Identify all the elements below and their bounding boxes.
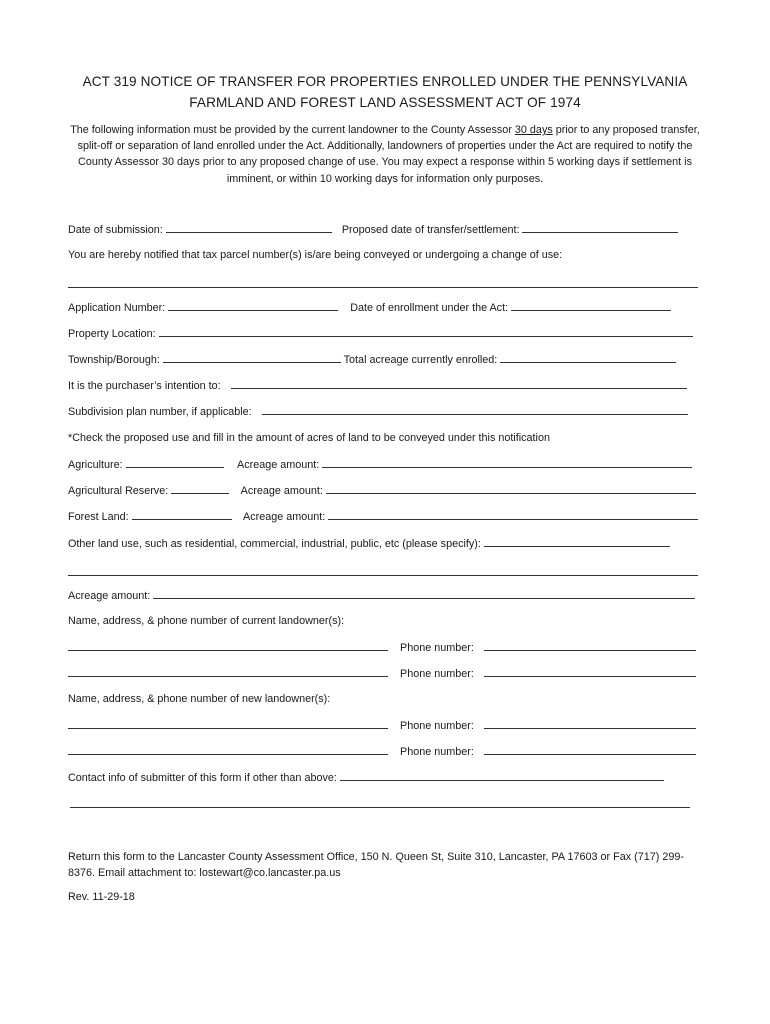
application-number-field[interactable]: [168, 300, 338, 311]
property-location-label: Property Location:: [68, 328, 156, 340]
acreage-amount-field[interactable]: [153, 588, 695, 599]
row-new-owner-2: [68, 744, 696, 759]
contact-info-continuation-field[interactable]: [70, 806, 690, 808]
current-owner-2-field[interactable]: [68, 666, 388, 677]
notified-label: You are hereby notified that tax parcel number(s) is/are being conveyed or undergoing a change of use:: [68, 249, 563, 261]
new-owner-1-field[interactable]: [68, 718, 388, 729]
row-new-owner-1: [68, 718, 696, 733]
forest-land-label: Forest Land:: [68, 511, 129, 523]
current-owner-1-phone-label: Phone number:: [400, 642, 474, 654]
forest-land-check-field[interactable]: [132, 509, 232, 520]
date-submission-label: Date of submission:: [68, 224, 163, 236]
subdivision-label: Subdivision plan number, if applicable:: [68, 406, 252, 418]
total-acreage-label: Total acreage currently enrolled:: [343, 354, 498, 366]
other-use-field[interactable]: [484, 536, 670, 547]
row-dates: [68, 222, 678, 237]
current-owner-2-phone-field[interactable]: [484, 666, 696, 677]
row-property-location: [68, 326, 693, 341]
total-acreage-field[interactable]: [500, 352, 676, 363]
proposed-date-field[interactable]: [522, 222, 678, 233]
row-contact-info: [68, 770, 664, 785]
row-application: [68, 300, 671, 315]
footer-return-instructions: Return this form to the Lancaster County Assessment Office, 150 N. Queen St, Suite 310, Lancaster, PA 17603 or Fax (717) 299-8376. Email attachment to: lostewart@co.lancaster.pa.us: [68, 851, 684, 879]
contact-info-field[interactable]: [340, 770, 664, 781]
row-forest-land: [68, 509, 698, 524]
township-field[interactable]: [163, 352, 341, 363]
new-owner-label: Name, address, & phone number of new landowner(s):: [68, 693, 331, 705]
acreage-amount-label: Acreage amount:: [68, 590, 151, 602]
new-owner-2-field[interactable]: [68, 744, 388, 755]
revision-label: Rev. 11-29-18: [68, 891, 135, 903]
intro-part-2: prior to any proposed transfer, split-off or separation of land enrolled under the Act. Additionally, landowners of properties under the Act are required to notify the County Assessor 30 days prior to any proposed change of use. You may expect a response within 5 working days if settlement is imminent, or within 10 working days for information only purposes.: [77, 124, 700, 185]
row-current-owner-2: [68, 666, 696, 681]
agriculture-acreage-field[interactable]: [322, 457, 692, 468]
row-ag-reserve: [68, 483, 696, 498]
intro-part-1: The following information must be provided by the current landowner to the County Assessor: [70, 124, 515, 136]
form-title: [60, 71, 710, 113]
purchaser-intention-field[interactable]: [231, 378, 687, 389]
row-township: [68, 352, 676, 367]
row-acreage-amount: [68, 588, 695, 603]
row-other-use: [68, 536, 670, 551]
current-owner-1-phone-field[interactable]: [484, 640, 696, 651]
row-purchaser-intention: [68, 378, 687, 393]
township-label: Township/Borough:: [68, 354, 160, 366]
other-use-label: Other land use, such as residential, commercial, industrial, public, etc (please specify):: [68, 538, 481, 550]
application-number-label: Application Number:: [68, 302, 166, 314]
row-current-owner-1: [68, 640, 696, 655]
ag-reserve-check-field[interactable]: [171, 483, 229, 494]
row-subdivision: [68, 404, 688, 419]
row-agriculture: [68, 457, 692, 472]
date-enrollment-label: Date of enrollment under the Act:: [350, 302, 509, 314]
check-instruction: *Check the proposed use and fill in the amount of acres of land to be conveyed under this notification: [68, 432, 550, 444]
current-owner-label: Name, address, & phone number of current landowner(s):: [68, 615, 345, 627]
forest-land-acreage-field[interactable]: [328, 509, 698, 520]
ag-reserve-acreage-label: Acreage amount:: [240, 485, 323, 497]
new-owner-1-phone-label: Phone number:: [400, 720, 474, 732]
intro-underlined: 30 days: [514, 124, 553, 136]
ag-reserve-acreage-field[interactable]: [326, 483, 696, 494]
agriculture-check-field[interactable]: [126, 457, 224, 468]
current-owner-2-phone-label: Phone number:: [400, 668, 474, 680]
ag-reserve-label: Agricultural Reserve:: [68, 485, 169, 497]
other-use-continuation-field[interactable]: [68, 574, 698, 576]
purchaser-intention-label: It is the purchaser’s intention to:: [68, 380, 221, 392]
parcel-number-field[interactable]: [68, 286, 698, 288]
proposed-date-label: Proposed date of transfer/settlement:: [341, 224, 520, 236]
new-owner-2-phone-label: Phone number:: [400, 746, 474, 758]
new-owner-2-phone-field[interactable]: [484, 744, 696, 755]
date-submission-field[interactable]: [166, 222, 332, 233]
title-line-1: ACT 319 NOTICE OF TRANSFER FOR PROPERTIES ENROLLED UNDER THE PENNSYLVANIA: [82, 74, 688, 89]
title-line-2: FARMLAND AND FOREST LAND ASSESSMENT ACT OF 1974: [189, 95, 581, 110]
contact-info-label: Contact info of submitter of this form if other than above:: [68, 772, 337, 784]
property-location-field[interactable]: [159, 326, 693, 337]
agriculture-acreage-label: Acreage amount:: [237, 459, 320, 471]
intro-paragraph: [66, 122, 704, 187]
current-owner-1-field[interactable]: [68, 640, 388, 651]
agriculture-label: Agriculture:: [68, 459, 123, 471]
forest-land-acreage-label: Acreage amount:: [243, 511, 326, 523]
date-enrollment-field[interactable]: [511, 300, 671, 311]
subdivision-field[interactable]: [262, 404, 688, 415]
new-owner-1-phone-field[interactable]: [484, 718, 696, 729]
